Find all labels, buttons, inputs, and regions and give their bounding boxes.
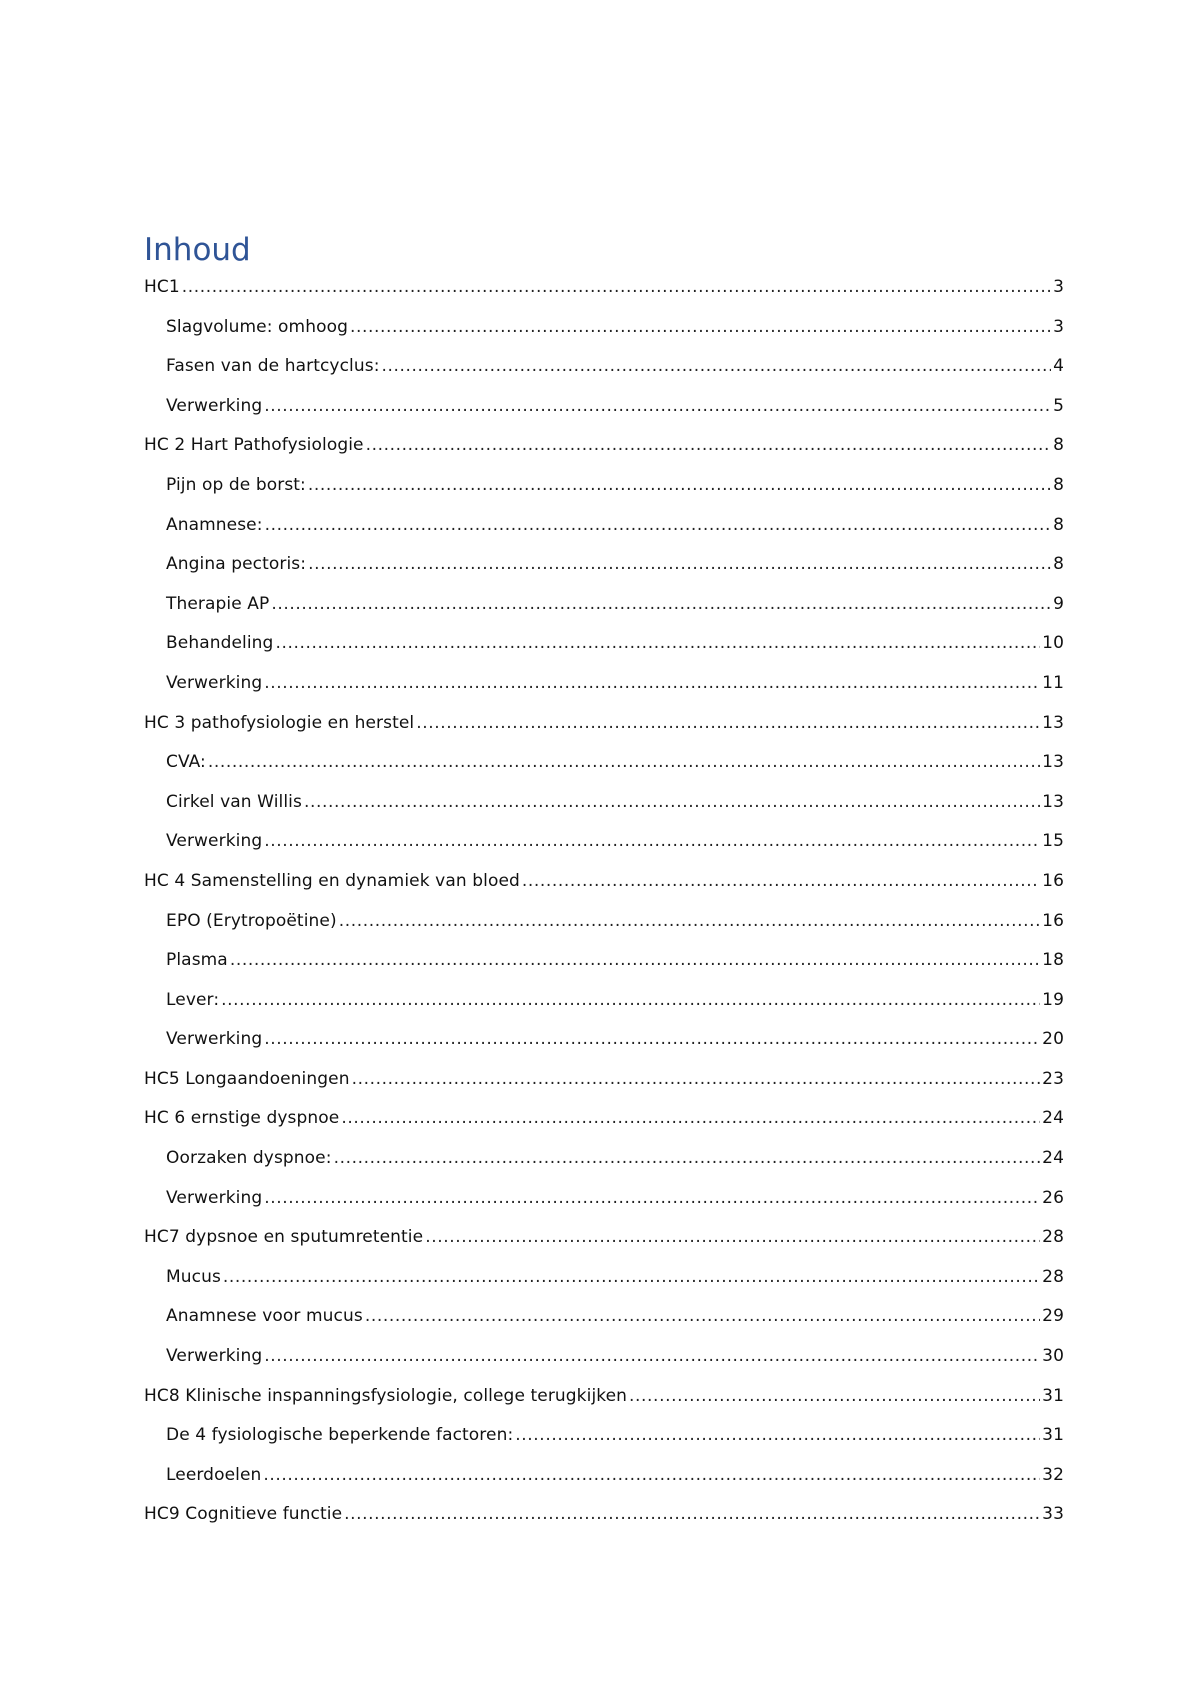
toc-dot-leader xyxy=(182,268,1051,308)
toc-entry-page-number: 33 xyxy=(1042,1504,1064,1525)
toc-dot-leader xyxy=(264,1337,1040,1377)
toc-entry-label: CVA: xyxy=(166,752,206,773)
toc-entry[interactable] xyxy=(144,1416,1064,1456)
toc-dot-leader xyxy=(339,902,1040,942)
toc-entry-page-number: 8 xyxy=(1053,514,1064,535)
toc-entry[interactable] xyxy=(144,545,1064,585)
toc-entry-label: Verwerking xyxy=(166,831,263,852)
toc-entry-label: Anamnese voor mucus xyxy=(166,1306,363,1327)
toc-entry-page-number: 28 xyxy=(1042,1266,1064,1287)
toc-entry-label: Verwerking xyxy=(166,1029,263,1050)
toc-entry[interactable] xyxy=(144,347,1064,387)
toc-entry[interactable] xyxy=(144,862,1064,902)
toc-entry-page-number: 26 xyxy=(1042,1187,1064,1208)
toc-entry-page-number: 8 xyxy=(1053,474,1064,495)
toc-entry-label: Slagvolume: omhoog xyxy=(166,316,348,337)
toc-entry[interactable] xyxy=(144,1139,1064,1179)
toc-entry[interactable] xyxy=(144,783,1064,823)
toc-dot-leader xyxy=(341,1099,1040,1139)
toc-dot-leader xyxy=(308,466,1051,506)
toc-dot-leader xyxy=(344,1495,1040,1535)
toc-entry-label: HC7 dypsnoe en sputumretentie xyxy=(144,1227,424,1248)
toc-entry[interactable] xyxy=(144,1060,1064,1100)
toc-dot-leader xyxy=(515,1416,1040,1456)
toc-entry[interactable] xyxy=(144,822,1064,862)
toc-entry-page-number: 5 xyxy=(1053,395,1064,416)
toc-entry[interactable] xyxy=(144,941,1064,981)
toc-entry[interactable] xyxy=(144,664,1064,704)
toc-entry-label: Therapie AP xyxy=(166,593,270,614)
toc-entry[interactable] xyxy=(144,426,1064,466)
toc-entry-page-number: 13 xyxy=(1042,712,1064,733)
toc-entry-label: Cirkel van Willis xyxy=(166,791,302,812)
toc-entry-label: EPO (Erytropoëtine) xyxy=(166,910,337,931)
toc-entry[interactable] xyxy=(144,981,1064,1021)
toc-dot-leader xyxy=(264,822,1040,862)
toc-dot-leader xyxy=(352,1060,1041,1100)
toc-entry[interactable] xyxy=(144,1020,1064,1060)
toc-entry-page-number: 24 xyxy=(1042,1108,1064,1129)
toc-entry-page-number: 23 xyxy=(1042,1068,1064,1089)
toc-dot-leader xyxy=(308,545,1051,585)
toc-entry-label: Pijn op de borst: xyxy=(166,474,306,495)
toc-entry-label: Verwerking xyxy=(166,1187,263,1208)
toc-entry[interactable] xyxy=(144,1377,1064,1417)
toc-entry[interactable] xyxy=(144,1179,1064,1219)
toc-entry-page-number: 11 xyxy=(1042,672,1064,693)
toc-entry-page-number: 8 xyxy=(1053,435,1064,456)
toc-dot-leader xyxy=(271,585,1051,625)
toc-title: Inhoud xyxy=(144,232,251,268)
toc-dot-leader xyxy=(416,704,1040,744)
toc-entry-page-number: 24 xyxy=(1042,1148,1064,1169)
toc-entry-page-number: 18 xyxy=(1042,950,1064,971)
toc-entry[interactable] xyxy=(144,506,1064,546)
toc-entry-page-number: 19 xyxy=(1042,989,1064,1010)
toc-dot-leader xyxy=(264,664,1040,704)
toc-entry-label: De 4 fysiologische beperkende factoren: xyxy=(166,1425,514,1446)
toc-entry[interactable] xyxy=(144,1297,1064,1337)
toc-dot-leader xyxy=(221,981,1040,1021)
toc-entry-label: Verwerking xyxy=(166,395,263,416)
toc-entry-page-number: 8 xyxy=(1053,554,1064,575)
toc-entry[interactable] xyxy=(144,902,1064,942)
toc-dot-leader xyxy=(425,1218,1040,1258)
toc-entry-label: Plasma xyxy=(166,950,228,971)
toc-entry[interactable] xyxy=(144,585,1064,625)
toc-entry-page-number: 28 xyxy=(1042,1227,1064,1248)
toc-entry-page-number: 4 xyxy=(1053,356,1064,377)
toc-dot-leader xyxy=(264,387,1051,427)
toc-entry-label: Mucus xyxy=(166,1266,221,1287)
toc-entry[interactable] xyxy=(144,308,1064,348)
toc-entry-page-number: 3 xyxy=(1053,277,1064,297)
toc-dot-leader xyxy=(382,347,1052,387)
toc-entry-page-number: 30 xyxy=(1042,1346,1064,1367)
toc-entry[interactable] xyxy=(144,1218,1064,1258)
toc-entry-label: Verwerking xyxy=(166,1346,263,1367)
toc-entry[interactable] xyxy=(144,387,1064,427)
toc-entry-page-number: 16 xyxy=(1042,870,1064,891)
toc-dot-leader xyxy=(223,1258,1040,1298)
toc-entry-label: Angina pectoris: xyxy=(166,554,307,575)
toc-dot-leader xyxy=(304,783,1040,823)
toc-dot-leader xyxy=(365,1297,1040,1337)
toc-entry-page-number: 15 xyxy=(1042,831,1064,852)
toc-dot-leader xyxy=(264,1020,1040,1060)
toc-entry[interactable] xyxy=(144,1456,1064,1496)
toc-entry-page-number: 31 xyxy=(1042,1425,1064,1446)
toc-entry-label: HC5 Longaandoeningen xyxy=(144,1068,350,1089)
toc-entry-page-number: 31 xyxy=(1042,1385,1064,1406)
toc-entry-page-number: 13 xyxy=(1042,752,1064,773)
toc-entry[interactable] xyxy=(144,466,1064,506)
toc-entry-page-number: 29 xyxy=(1042,1306,1064,1327)
toc-entry-label: Behandeling xyxy=(166,633,274,654)
toc-dot-leader xyxy=(366,426,1051,466)
toc-entry[interactable] xyxy=(144,1099,1064,1139)
toc-entry-label: Verwerking xyxy=(166,672,263,693)
toc-entry-page-number: 10 xyxy=(1042,633,1064,654)
toc-dot-leader xyxy=(275,624,1040,664)
toc-dot-leader xyxy=(264,1179,1040,1219)
toc-entry-label: HC8 Klinische inspanningsfysiologie, college terugkijken xyxy=(144,1385,628,1406)
toc-entry[interactable] xyxy=(144,1337,1064,1377)
toc-dot-leader xyxy=(208,743,1040,783)
toc-entry-label: Leerdoelen xyxy=(166,1464,262,1485)
toc-entry[interactable] xyxy=(144,1258,1064,1298)
toc-entry-page-number: 32 xyxy=(1042,1464,1064,1485)
toc-entry-label: HC1 xyxy=(144,277,180,297)
toc-entry-label: HC 2 Hart Pathofysiologie xyxy=(144,435,364,456)
toc-entry-label: HC9 Cognitieve functie xyxy=(144,1504,343,1525)
toc-dot-leader xyxy=(265,506,1052,546)
toc-dot-leader xyxy=(350,308,1051,348)
table-of-contents xyxy=(144,268,1064,1535)
toc-entry-label: Fasen van de hartcyclus: xyxy=(166,356,380,377)
toc-entry-label: HC 4 Samenstelling en dynamiek van bloed xyxy=(144,870,520,891)
toc-entry-page-number: 20 xyxy=(1042,1029,1064,1050)
toc-entry[interactable] xyxy=(144,704,1064,744)
toc-entry[interactable] xyxy=(144,743,1064,783)
toc-entry[interactable] xyxy=(144,624,1064,664)
toc-entry-label: Anamnese: xyxy=(166,514,263,535)
toc-dot-leader xyxy=(230,941,1040,981)
toc-entry[interactable] xyxy=(144,268,1064,308)
toc-entry-page-number: 9 xyxy=(1053,593,1064,614)
toc-entry-label: Oorzaken dyspnoe: xyxy=(166,1148,332,1169)
toc-entry-label: HC 3 pathofysiologie en herstel xyxy=(144,712,415,733)
toc-dot-leader xyxy=(263,1456,1040,1496)
toc-dot-leader xyxy=(629,1377,1040,1417)
toc-entry-label: Lever: xyxy=(166,989,220,1010)
toc-entry-page-number: 13 xyxy=(1042,791,1064,812)
toc-entry[interactable] xyxy=(144,1495,1064,1535)
toc-entry-page-number: 3 xyxy=(1053,316,1064,337)
toc-entry-page-number: 16 xyxy=(1042,910,1064,931)
toc-dot-leader xyxy=(334,1139,1041,1179)
toc-dot-leader xyxy=(522,862,1040,902)
toc-entry-label: HC 6 ernstige dyspnoe xyxy=(144,1108,340,1129)
